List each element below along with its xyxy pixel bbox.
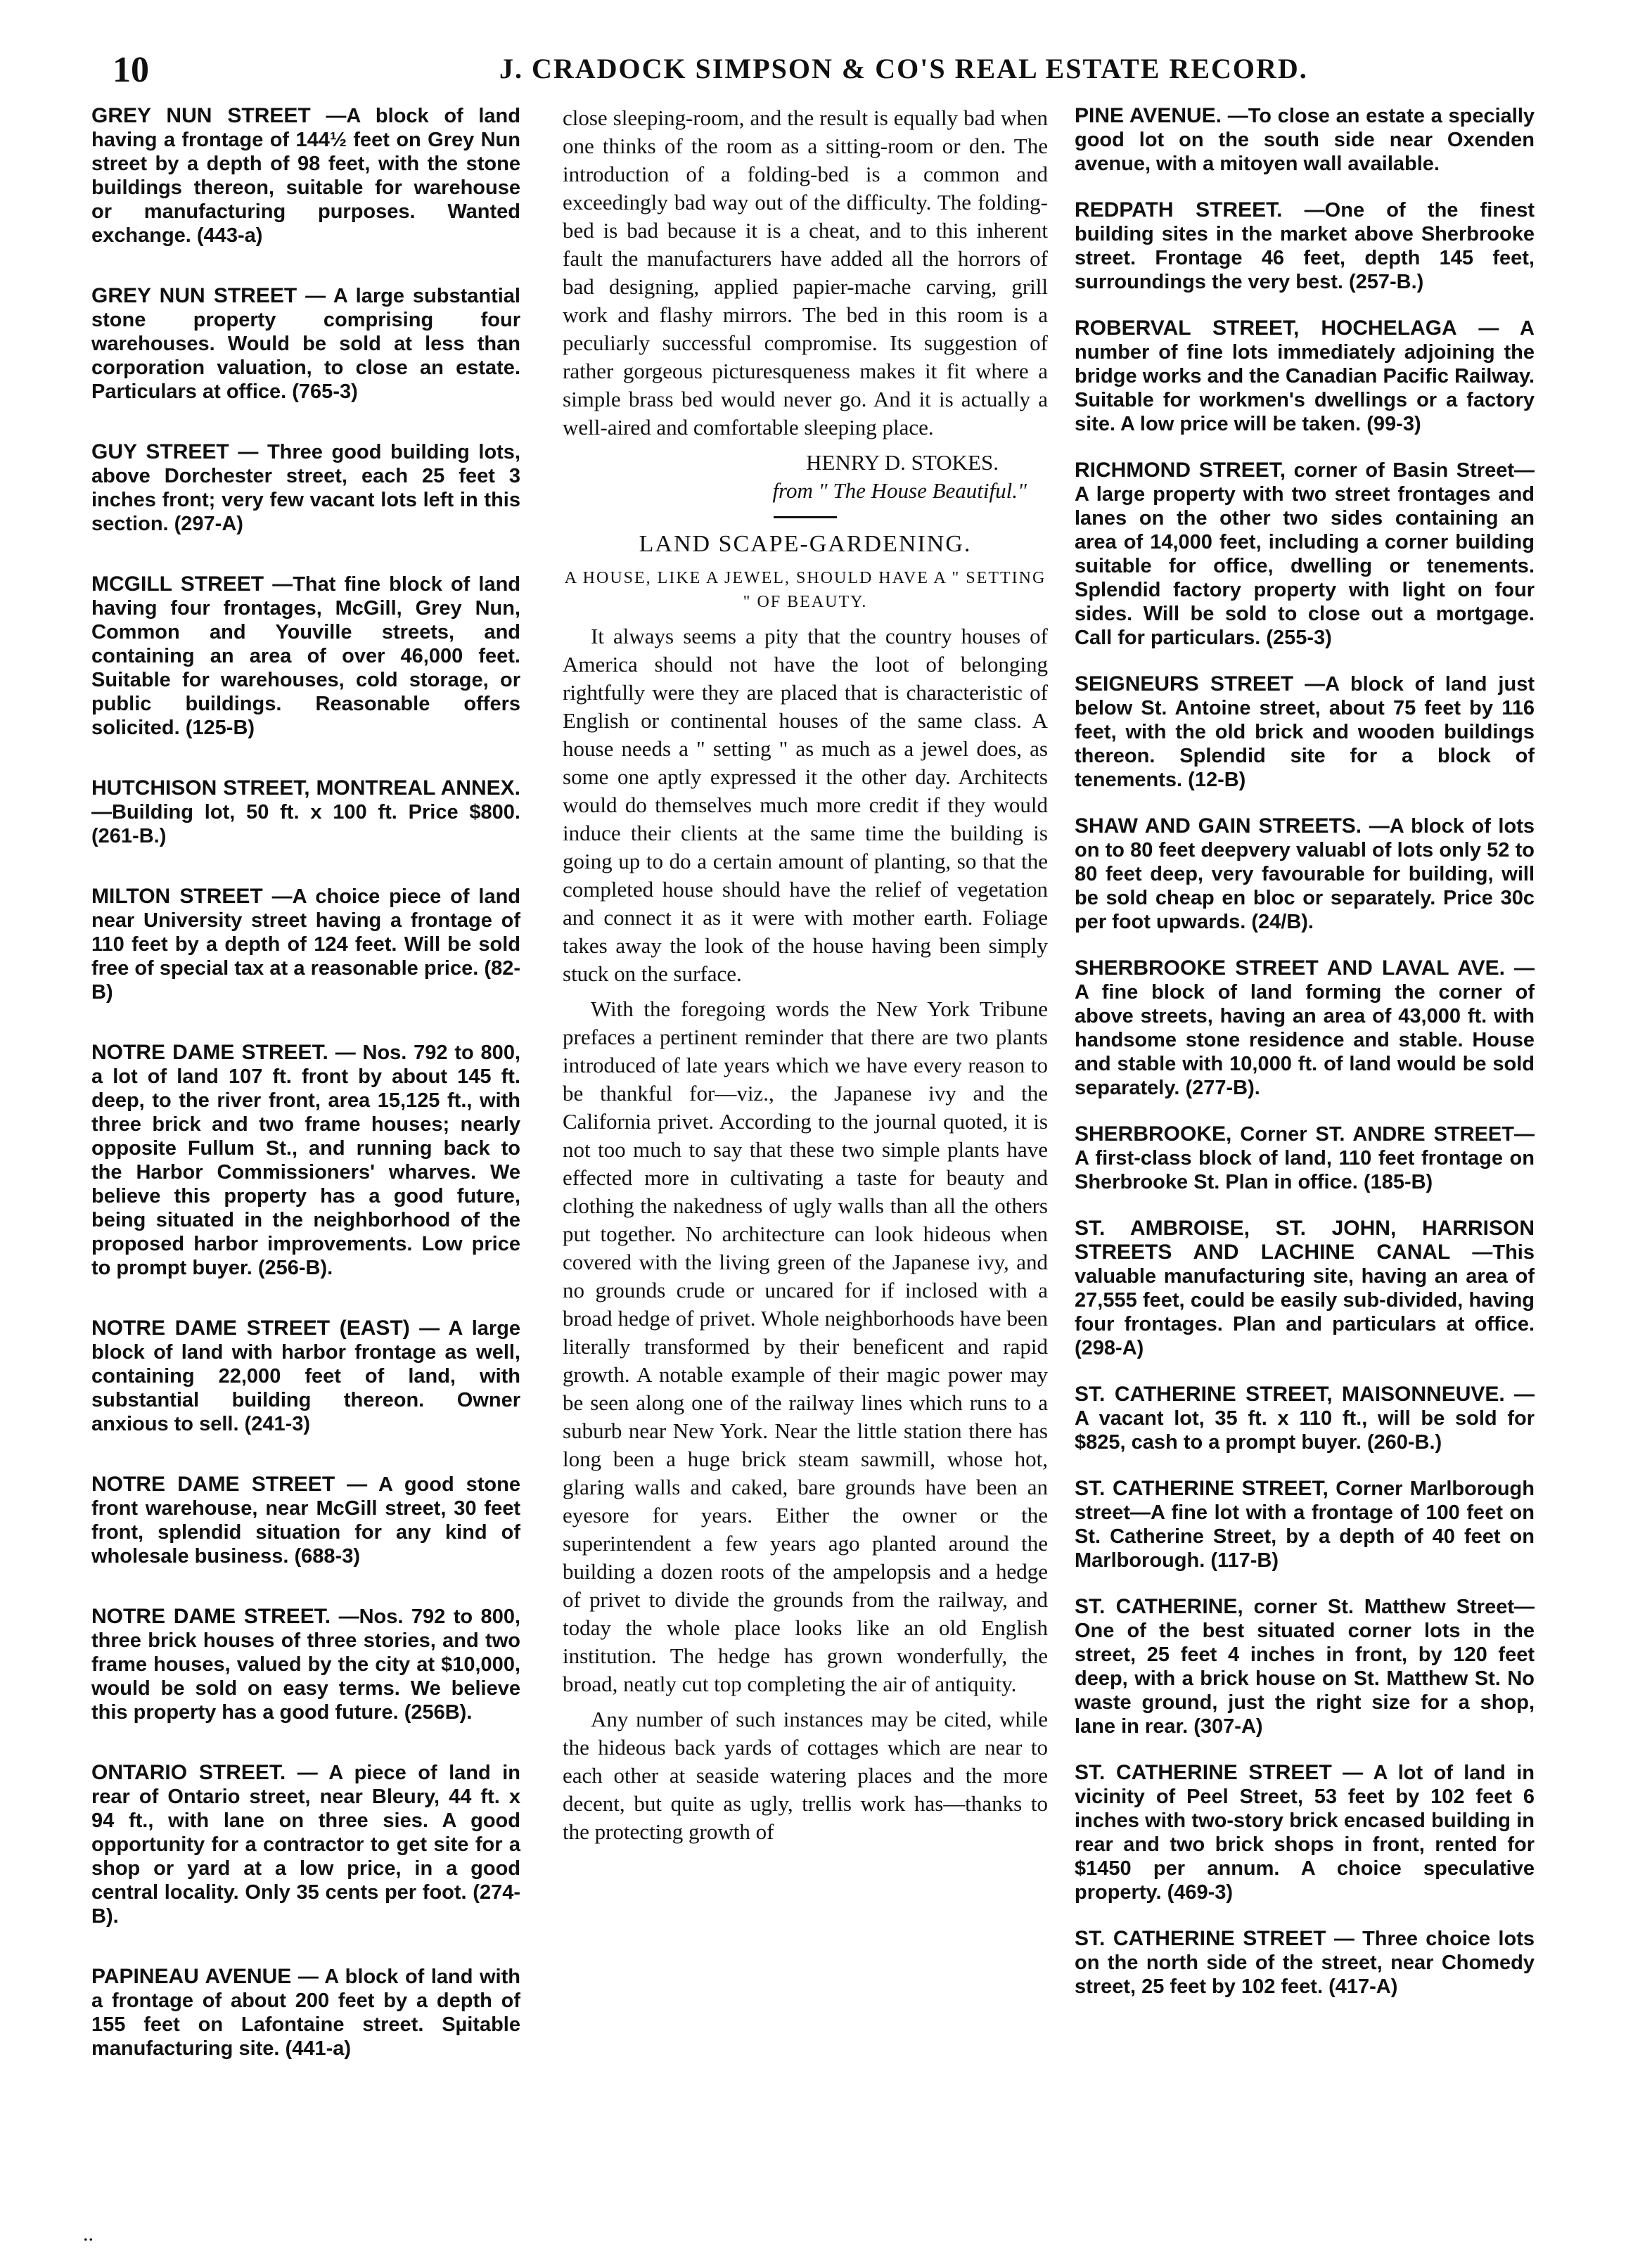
listing-heading: ST. AMBROISE, ST. JOHN, HARRISON STREETS AND LACHINE CANAL <box>1075 1217 1535 1264</box>
real-estate-listing <box>1075 198 1535 294</box>
listing-text <box>91 1473 520 1568</box>
listing-description: corner of Basin Street—A large property with two street frontages and lanes on the other two sides containing an area of 14,000 feet, including a corner building suitable for office, dwelling or tenements. Splendid factory property with light on four sides. Will be sold to close out a mortgage. Call for particulars. (255-3) <box>1075 459 1535 649</box>
real-estate-listing <box>1075 672 1535 792</box>
listing-text <box>91 284 520 404</box>
listing-description: — A large substantial stone property comprising four warehouses. Would be sold at less than corporation valuation, to close an estate. Particulars at office. (765-3) <box>91 285 520 403</box>
listing-text <box>91 440 520 536</box>
listing-description: — Nos. 792 to 800, a lot of land 107 ft. front by about 145 ft. deep, to the river front, area 15,125 ft., with three brick and two frame houses; nearly opposite Fullum St., and running back to the Harbor Commissioners' wharves. We believe this property has a good future, being situated in the neighborhood of the proposed harbor improvements. Low price to prompt buyer. (256-B). <box>91 1042 521 1279</box>
listing-description: — A fine block of land forming the corner of above streets, having an area of 43,000 ft. with handsome stone residence and stable. House and stable with 10,000 ft. of land would be sold separately. (277-B). <box>1075 957 1535 1099</box>
listing-text <box>1075 198 1535 294</box>
listing-text <box>91 885 520 1004</box>
listing-text <box>91 1041 520 1280</box>
listing-description: — A piece of land in rear of Ontario street, near Bleury, 44 ft. x 94 ft., with lane on three sies. A good opportunity for a contractor to get site for a shop or yard at a low price, in a good central locality. Only 35 cents per foot. (274-B). <box>91 1762 520 1928</box>
page-number: 10 <box>113 50 149 90</box>
listing-heading: NOTRE DAME STREET. <box>91 1041 328 1064</box>
article-paragraph: It always seems a pity that the country houses of America should not have the loot of belonging rightfully were they are placed that is characteristic of English or continental houses of the same class. A house needs a " setting " as much as a jewel does, as some one aptly expressed it the other day. Architects would do themselves much more credit if they would induce their clients at the same time the building is going up to do a certain amount of planting, so that the completed house should have the relief of vegetation and connect it as it were with mother earth. Foliage takes away the look of the house having been simply stuck on the surface. <box>563 624 1048 986</box>
listing-heading: SEIGNEURS STREET <box>1075 672 1294 696</box>
listing-text <box>91 1761 520 1928</box>
section-subtitle: A HOUSE, LIKE A JEWEL, SHOULD HAVE A " SETTING " OF BEAUTY. <box>564 569 1046 611</box>
listing-text <box>1075 316 1535 436</box>
listing-description: corner St. Matthew Street—One of the best situated corner lots in the street, 25 feet 4 inches in front, by 120 feet deep, with a brick house on St. Matthew St. No waste ground, just the right size for a shop, lane in rear. (307-A) <box>1075 1596 1535 1738</box>
article-intro-paragraph: close sleeping-room, and the result is equally bad when one thinks of the room as a sitting-room or den. The introduction of a folding-bed is a common and exceedingly bad way out of the difficulty. The folding-bed is bad because it is a cheat, and to this inherent fault the manufacturers have added all the horrors of bad designing, applied papier-mache carving, grill work and flashy mirrors. The bed in this room is a peculiarly successful compromise. Its suggestion of rather gorgeous picturesqueness makes it fit where a simple brass bed would never go. And it is actually a well-aired and comfortable sleeping place. <box>563 105 1048 440</box>
listing-description: — Three choice lots on the north side of the street, near Chomedy street, 25 feet by 102 feet. (417-A) <box>1075 1928 1535 1998</box>
listing-heading: SHERBROOKE, <box>1075 1122 1232 1146</box>
column-middle-article <box>563 104 1048 1853</box>
listing-heading: ROBERVAL STREET, HOCHELAGA <box>1075 316 1457 340</box>
real-estate-listing <box>1075 956 1535 1100</box>
real-estate-listing <box>91 776 520 848</box>
listing-text <box>1075 956 1535 1100</box>
listing-heading: REDPATH STREET. <box>1075 198 1283 222</box>
listing-description: —Nos. 792 to 800, three brick houses of three stories, and two frame houses, valued by the city at $10,000, would be sold on easy terms. We believe this property has a good future. (256B). <box>91 1606 521 1724</box>
listing-heading: HUTCHISON STREET, MONTREAL ANNEX. <box>91 776 520 800</box>
listing-text <box>91 1965 520 2061</box>
listing-heading: ST. CATHERINE, <box>1075 1595 1243 1618</box>
listing-description: —Building lot, 50 ft. x 100 ft. Price $800. (261-B.) <box>91 801 520 847</box>
real-estate-listing <box>91 1473 520 1568</box>
listing-description: —To close an estate a specially good lot on the south side near Oxenden avenue, with a mitoyen wall available. <box>1075 105 1535 175</box>
article-author: HENRY D. STOKES. <box>806 450 999 475</box>
real-estate-listing <box>1075 1477 1535 1572</box>
listing-description: Corner ST. ANDRE STREET—A first-class block of land, 110 feet frontage on Sherbrooke St. Plan in office. (185-B) <box>1075 1123 1535 1193</box>
column-left-listings <box>91 104 520 2097</box>
listing-text <box>1075 1595 1535 1738</box>
listing-heading: ST. CATHERINE STREET, MAISONNEUVE. <box>1075 1383 1505 1406</box>
listing-text <box>1075 1122 1535 1194</box>
real-estate-listing <box>91 885 520 1004</box>
listing-heading: NOTRE DAME STREET (EAST) <box>91 1316 410 1340</box>
listing-heading: ST. CATHERINE STREET <box>1075 1761 1332 1784</box>
listing-description: Corner Marlborough street—A fine lot with a frontage of 100 feet on St. Catherine Street, by a depth of 40 feet on Marlborough. (117-B) <box>1075 1478 1535 1572</box>
running-head: J. CRADOCK SIMPSON & CO'S REAL ESTATE RECORD. <box>499 53 1308 84</box>
listing-text <box>1075 1383 1535 1454</box>
real-estate-listing <box>91 1316 520 1436</box>
listing-heading: PINE AVENUE. <box>1075 104 1222 127</box>
real-estate-listing <box>91 572 520 740</box>
listing-description: —A choice piece of land near University street having a frontage of 110 feet by a depth of 124 feet. Will be sold free of special tax at a reasonable price. (82-B) <box>91 885 521 1004</box>
real-estate-listing <box>91 104 520 248</box>
listing-text <box>91 1316 520 1436</box>
real-estate-listing <box>1075 316 1535 436</box>
listing-text <box>91 776 520 848</box>
listing-text <box>91 1605 520 1724</box>
listing-description: —A vacant lot, 35 ft. x 110 ft., will be sold for $825, cash to a prompt buyer. (260-B.) <box>1075 1383 1535 1454</box>
listing-text <box>1075 1761 1535 1904</box>
listing-heading: ST. CATHERINE STREET, <box>1075 1477 1328 1500</box>
listing-description: —A block of lots on to 80 feet deepvery valuabl of lots only 52 to 80 feet deep, very favourable for building, will be sold cheap en bloc or separately. Price 30c per foot upwards. (24/B). <box>1075 815 1535 933</box>
listing-description: — A lot of land in vicinity of Peel Street, 53 feet by 102 feet 6 inches with two-story brick encased building in rear and two brick shops in front, rented for $1450 per annum. A choice speculative property. (469-3) <box>1075 1762 1535 1904</box>
page-header <box>105 49 1540 94</box>
real-estate-listing <box>1075 459 1535 650</box>
listing-description: — A good stone front warehouse, near McGill street, 30 feet front, splendid situation for any kind of wholesale business. (688-3) <box>91 1473 520 1568</box>
section-divider <box>774 516 837 518</box>
listing-heading: MILTON STREET <box>91 885 263 908</box>
listing-heading: NOTRE DAME STREET <box>91 1473 335 1496</box>
listing-heading: NOTRE DAME STREET. <box>91 1605 331 1628</box>
real-estate-listing <box>91 1605 520 1724</box>
listing-description: —This valuable manufacturing site, having an area of 27,555 feet, could be easily sub-divided, having four frontages. Plan and particulars at office. (298-A) <box>1075 1241 1535 1359</box>
listing-description: — A large block of land with harbor frontage as well, containing 22,000 feet of land, with substantial building thereon. Owner anxious to sell. (241-3) <box>91 1317 521 1435</box>
listing-text <box>91 572 520 740</box>
listing-heading: GREY NUN STREET <box>91 104 311 127</box>
article-paragraph: Any number of such instances may be cited, while the hideous back yards of cottages which are near to each other at seaside watering places and the more decent, but quite as ugly, trellis work has—thanks to the protecting growth of <box>563 1707 1048 1844</box>
listing-description: — Three good building lots, above Dorchester street, each 25 feet 3 inches front; very few vacant lots left in this section. (297-A) <box>91 441 520 535</box>
real-estate-listing <box>1075 814 1535 934</box>
listing-description: —One of the finest building sites in the market above Sherbrooke street. Frontage 46 feet, depth 145 feet, surroundings the very best. (257-B.) <box>1075 199 1535 293</box>
article-paragraph: With the foregoing words the New York Tribune prefaces a pertinent reminder that there are two plants introduced of late years which we have every reason to be thankful for—viz., the Japanese ivy and the California privet. According to the journal quoted, it is not too much to say that these two simple plants have effected more in cultivating a taste for beauty and clothing the nakedness of ugly walls than all the others put together. No architecture can look hideous when covered with the living green of the Japanese ivy, and no grounds crude or uncared for if inclosed with a broad hedge of privet. Whole neighborhoods have been literally transformed by their beneficent and rapid growth. A notable example of their magic power may be seen along one of the railway lines which runs to a suburb near New York. Near the little station there has long been a huge brick steam sawmill, whose hot, glaring walls and caked, bare grounds have been an eyesore for years. Either the owner or the superintendent a few years ago planted around the building a dozen roots of the ampelopsis and a hedge of privet to divide the grounds from the railway, and today the whole place looks like an old English institution. The hedge has grown wonderfully, the broad, neatly cut top completing the air of antiquity. <box>563 997 1048 1696</box>
footer-mark: .. <box>83 2222 94 2245</box>
listing-heading: ONTARIO STREET. <box>91 1761 286 1784</box>
listing-heading: ST. CATHERINE STREET <box>1075 1927 1326 1950</box>
real-estate-listing <box>1075 1761 1535 1904</box>
listing-text <box>1075 1217 1535 1360</box>
real-estate-listing <box>1075 1595 1535 1738</box>
listing-description: —A block of land just below St. Antoine street, about 75 feet by 116 feet, with the old brick and wooden buildings thereon. Splendid site for a block of tenements. (12-B) <box>1075 673 1535 791</box>
column-right-listings <box>1075 104 1535 2021</box>
listing-text <box>1075 104 1535 176</box>
listing-heading: SHERBROOKE STREET AND LAVAL AVE. <box>1075 956 1506 980</box>
real-estate-listing <box>91 1041 520 1280</box>
listing-heading: RICHMOND STREET, <box>1075 459 1286 482</box>
listing-text <box>1075 1927 1535 1999</box>
listing-text <box>91 104 520 248</box>
listing-description: — A number of fine lots immediately adjoining the bridge works and the Canadian Pacific Railway. Suitable for workmen's dwellings or a factory site. A low price will be taken. (99-3) <box>1075 317 1535 435</box>
real-estate-listing <box>1075 1217 1535 1360</box>
listing-heading: GUY STREET <box>91 440 229 463</box>
listing-text <box>1075 814 1535 934</box>
listing-description: — A block of land with a frontage of about 200 feet by a depth of 155 feet on Lafontaine street. Sµitable manufacturing site. (441-a) <box>91 1966 520 2060</box>
real-estate-listing <box>1075 1383 1535 1454</box>
listing-heading: SHAW AND GAIN STREETS. <box>1075 814 1362 838</box>
listing-text <box>1075 672 1535 792</box>
real-estate-listing <box>91 440 520 536</box>
listing-text <box>1075 459 1535 650</box>
section-title: LAND SCAPE-GARDENING. <box>639 531 972 557</box>
article-source: from " The House Beautiful." <box>772 478 1027 503</box>
listing-description: —That fine block of land having four frontages, McGill, Grey Nun, Common and Youville streets, and containing an area of over 46,000 feet. Suitable for warehouses, cold storage, or public buildings. Reasonable offers solicited. (125-B) <box>91 573 520 739</box>
listing-heading: GREY NUN STREET <box>91 284 297 307</box>
real-estate-listing <box>91 1761 520 1928</box>
real-estate-listing <box>1075 1927 1535 1999</box>
real-estate-listing <box>1075 104 1535 176</box>
listing-heading: MCGILL STREET <box>91 572 264 596</box>
listing-heading: PAPINEAU AVENUE <box>91 1965 292 1988</box>
real-estate-listing <box>91 1965 520 2061</box>
real-estate-listing <box>91 284 520 404</box>
listing-description: —A block of land having a frontage of 144½ feet on Grey Nun street by a depth of 98 feet, with the stone buildings thereon, suitable for warehouse or manufacturing purposes. Wanted exchange. (443-a) <box>91 105 520 247</box>
real-estate-listing <box>1075 1122 1535 1194</box>
listing-text <box>1075 1477 1535 1572</box>
